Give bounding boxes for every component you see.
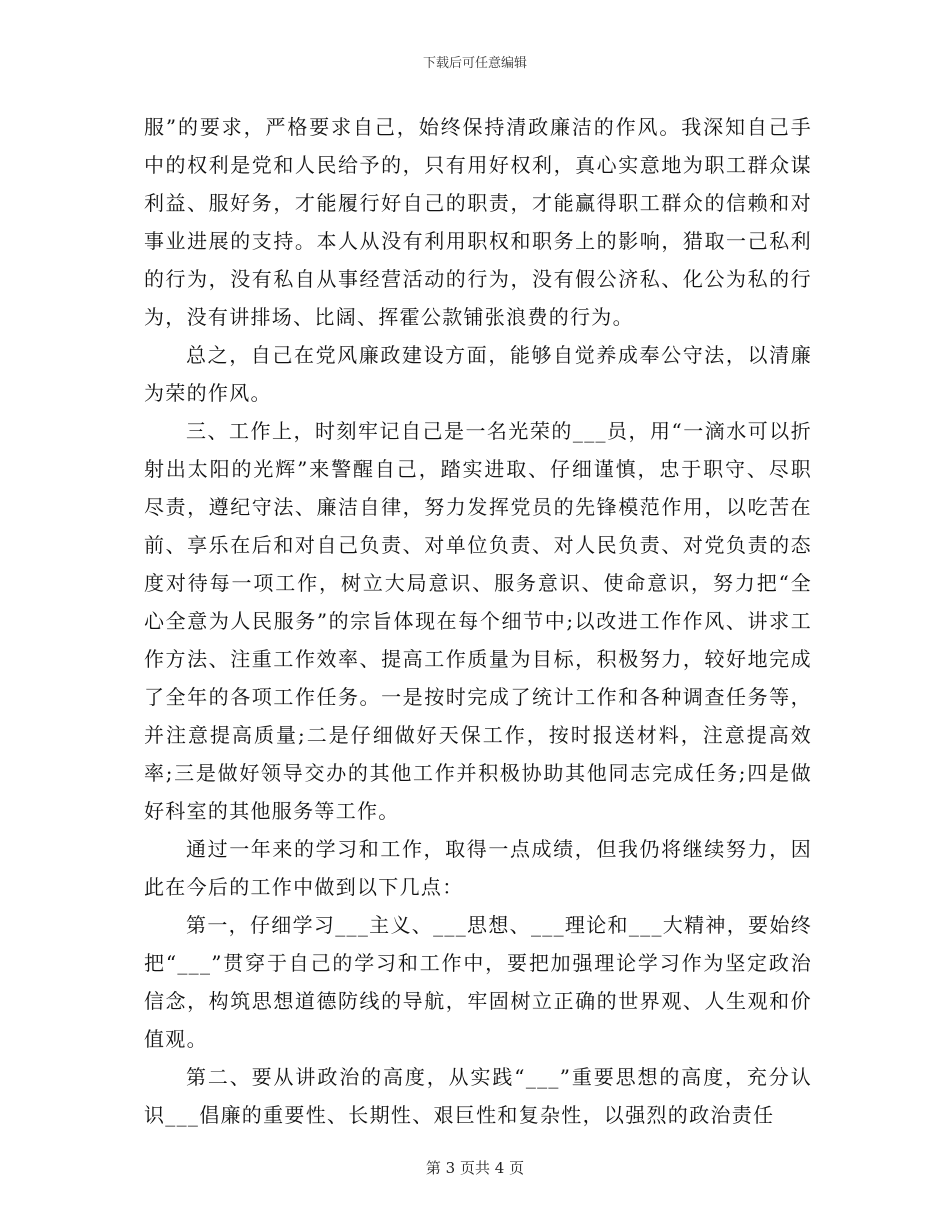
- paragraph-1: 服”的要求，严格要求自己，始终保持清政廉洁的作风。我深知自己手中的权利是党和人民给予的，只有用好权利，真心实意地为职工群众谋利益、服好务，才能履行好自己的职责，才能赢得职工群众的信赖和对事业进展的支持。本人从没有利用职权和职务上的影响，猎取一己私利的行为，没有私自从事经营活动的行为，没有假公济私、化公为私的行为，没有讲排场、比阔、挥霍公款铺张浪费的行为。: [144, 115, 812, 329]
- document-body: [144, 108, 812, 1134]
- paragraph-4: 通过一年来的学习和工作，取得一点成绩，但我仍将继续努力，因此在今后的工作中做到以下几点：: [144, 837, 812, 899]
- paragraph-3: 三、工作上，时刻牢记自己是一名光荣的___员，用“一滴水可以折射出太阳的光辉”来警醒自己，踏实进取、仔细谨慎，忠于职守、尽职尽责，遵纪守法、廉洁自律，努力发挥党员的先锋模范作用，以吃苦在前、享乐在后和对自己负责、对单位负责、对人民负责、对党负责的态度对待每一项工作，树立大局意识、服务意识、使命意识，努力把“全心全意为人民服务”的宗旨体现在每个细节中;以改进工作作风、讲求工作方法、注重工作效率、提高工作质量为目标，积极努力，较好地完成了全年的各项工作任务。一是按时完成了统计工作和各种调查任务等，并注意提高质量;二是仔细做好天保工作，按时报送材料，注意提高效率;三是做好领导交办的其他工作并积极协助其他同志完成任务;四是做好科室的其他服务等工作。: [144, 419, 812, 823]
- page-header: 下载后可任意编辑: [422, 56, 527, 71]
- paragraph-5: 第一，仔细学习___主义、___思想、___理论和___大精神，要始终把“___”贯穿于自己的学习和工作中，要把加强理论学习作为坚定政治信念，构筑思想道德防线的导航，牢固树立正确的世界观、人生观和价值观。: [144, 913, 812, 1051]
- paragraph-6: 第二、要从讲政治的高度，从实践“___”重要思想的高度，充分认识___倡廉的重要性、长期性、艰巨性和复杂性，以强烈的政治责任: [144, 1065, 812, 1127]
- paragraph-2: 总之，自己在党风廉政建设方面，能够自觉养成奉公守法，以清廉为荣的作风。: [144, 343, 812, 405]
- page-footer: 第 3 页共 4 页: [425, 1159, 525, 1177]
